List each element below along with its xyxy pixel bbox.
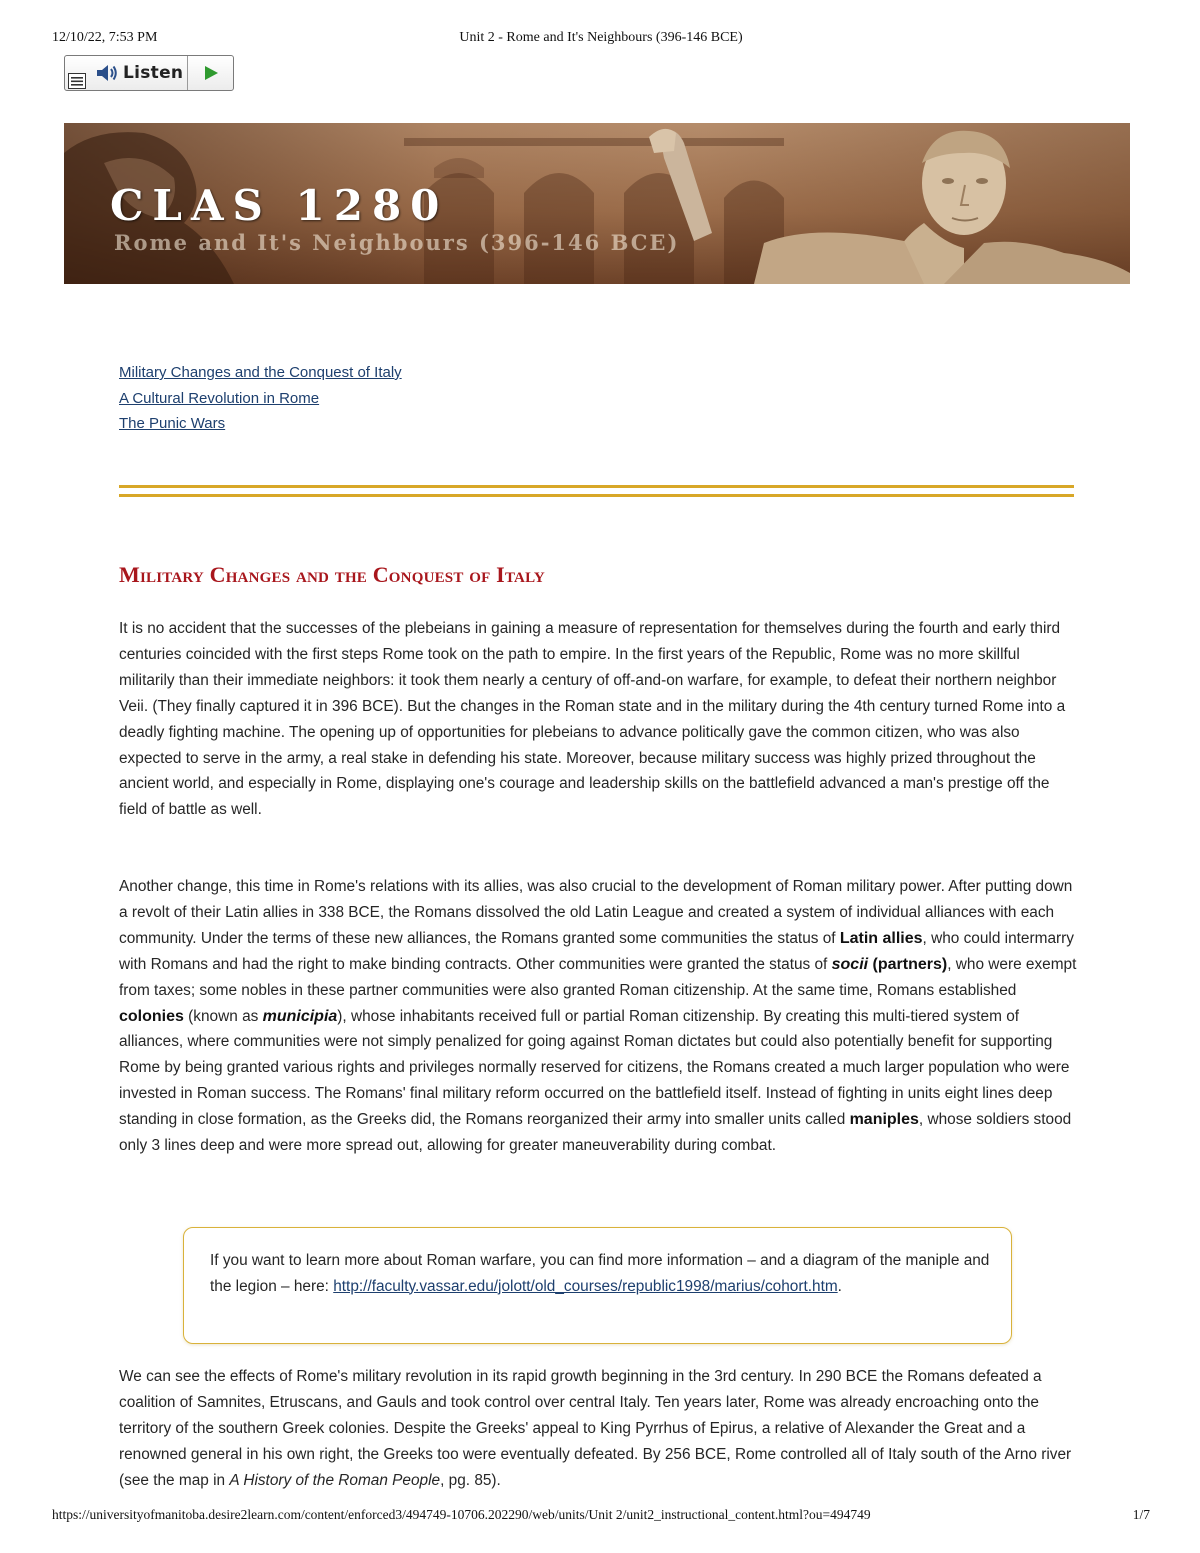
paragraph-2-text-a: Another change, this time in Rome's relations with its allies, was also crucial to the development of Roman military power. After putting down a revolt of their Latin allies in 338 BCE, the Romans dissolved the old Latin League and created a system of individual alliances with each community. Under the terms of these new alliances, the Romans granted some communities the status of (119, 878, 1073, 947)
info-callout-box (183, 1227, 1012, 1344)
course-banner (64, 123, 1130, 284)
callout-link[interactable]: http://faculty.vassar.edu/jolott/old_courses/republic1998/marius/cohort.htm (333, 1277, 838, 1295)
print-url: https://universityofmanitoba.desire2learn.com/content/enforced3/494749-10706.202290/web/units/Unit 2/unit2_instructional_content.html?ou=494749 (52, 1507, 871, 1522)
paragraph-3-text-a: We can see the effects of Rome's military revolution in its rapid growth beginning in the 3rd century. In 290 BCE the Romans defeated a coalition of Samnites, Etruscans, and Gauls and took control over central Italy. Ten years later, Rome was already encroaching onto the territory of the southern Greek colonies. Despite the Greeks' appeal to King Pyrrhus of Epirus, a relative of Alexander the Great and a renowned general in his own right, the Greeks too were eventually defeated. By 256 BCE, Rome controlled all of Italy south of the Arno river (see the map in (119, 1368, 1072, 1489)
term-socii: socii (831, 955, 869, 973)
callout-intro: If you want to learn more about Roman warfare, you can find more information – and a diagram of the maniple and the legion – here: (210, 1252, 990, 1295)
paragraph-2-text-e: ), whose inhabitants received full or partial Roman citizenship. By creating this multi-tiered system of alliances, where communities were not simply penalized for going against Roman dictates but could also potentially benefit for supporting Rome by being granted various rights and privileges normally reserved for citizens, the Romans created a much larger population who were invested in Roman success. The Romans' final military reform occurred on the battlefield itself. Instead of fighting in units eight lines deep standing in close formation, as the Greeks did, the Romans reorganized their army into smaller units called (119, 1007, 1070, 1129)
section-heading: Military Changes and the Conquest of Italy (119, 562, 545, 587)
listen-widget[interactable] (64, 55, 234, 91)
menu-icon[interactable] (68, 73, 86, 89)
paragraph-2-text-d: (known as (183, 1007, 263, 1025)
term-municipia-wrap (263, 1008, 338, 1025)
paragraph-2-text-c: , who were exempt from taxes; some nobles in these partner communities were also granted Roman citizenship. At the same time, Romans established (119, 955, 1077, 999)
listen-button[interactable] (65, 56, 188, 90)
print-header (52, 30, 1150, 50)
page-number: 1/7 (1132, 1507, 1150, 1522)
table-of-contents (119, 360, 402, 437)
paragraph-1: It is no accident that the successes of the plebeians in gaining a measure of representation for themselves during the fourth and early third centuries coincided with the first steps Rome took on the path to empire. In the first years of the Republic, Rome was no more skillful militarily than their immediate neighbors: it took them nearly a century of off-and-on warfare, for example, to defeat their northern neighbor Veii. (They finally captured it in 396 BCE). But the changes in the Roman state and in the military during the 4th century turned Rome into a deadly fighting machine. The opening up of opportunities for plebeians to advance politically gave the common citizen, who was also expected to serve in the army, a real stake in defending his state. Moreover, because military success was highly prized throughout the ancient world, and especially in Rome, displaying one's courage and leadership skills on the battlefield advanced a man's prestige off the field of battle as well. (119, 620, 1066, 819)
play-icon (203, 65, 219, 81)
course-subtitle: Rome and It's Neighbours (396-146 BCE) (114, 230, 680, 255)
term-partners: (partners) (868, 955, 948, 973)
divider-top (119, 485, 1074, 488)
paragraph-2-text-b: , who could intermarry with Romans and had the right to make binding contracts. Other communities were granted the status of (119, 929, 1074, 973)
toc-link-punic-wars[interactable]: The Punic Wars (119, 415, 226, 432)
book-title: A History of the Roman People (229, 1471, 441, 1489)
print-title: Unit 2 - Rome and It's Neighbours (396-146 BCE) (459, 30, 743, 45)
paragraph-2-text-f: , whose soldiers stood only 3 lines deep and were more spread out, allowing for greater maneuverability during combat. (119, 1111, 1072, 1155)
term-socii-group (832, 956, 948, 973)
callout-text (210, 1248, 1000, 1299)
term-colonies: colonies (119, 1007, 184, 1025)
term-maniples: maniples (849, 1111, 919, 1129)
print-footer (52, 1507, 1150, 1527)
term-latin-allies: Latin allies (839, 929, 923, 947)
speaker-icon (95, 63, 119, 83)
paragraph-2 (119, 874, 1079, 1159)
print-datetime: 12/10/22, 7:53 PM (52, 30, 158, 45)
course-code: CLAS 1280 (110, 181, 449, 230)
toc-link-military-changes[interactable]: Military Changes and the Conquest of Italy (119, 364, 402, 381)
listen-label: Listen (123, 63, 184, 83)
paragraph-3 (119, 1364, 1079, 1494)
toc-link-cultural-revolution[interactable]: A Cultural Revolution in Rome (119, 389, 320, 407)
paragraph-3-text-b: , pg. 85). (440, 1471, 501, 1489)
term-municipia: municipia (262, 1007, 338, 1025)
callout-after: . (837, 1277, 842, 1295)
play-button[interactable] (188, 56, 233, 90)
divider-bottom (119, 494, 1074, 497)
